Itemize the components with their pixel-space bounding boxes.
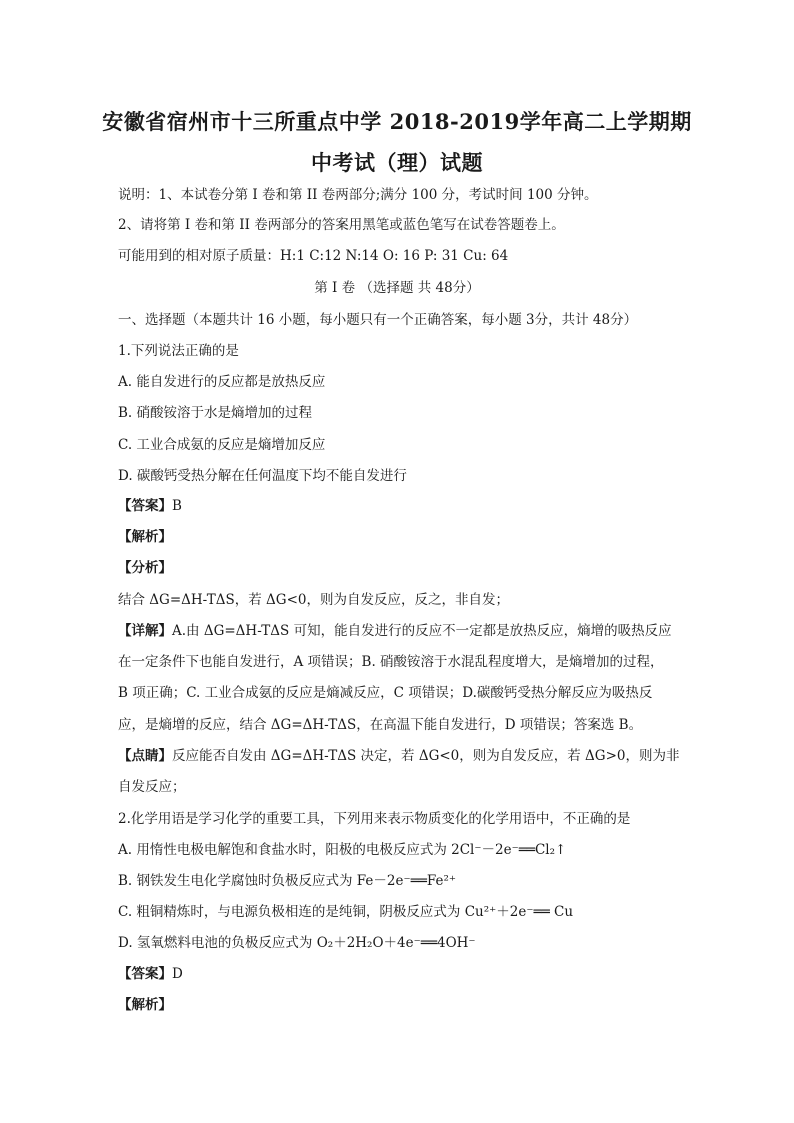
answer-value: D xyxy=(172,966,183,982)
q1-detail-line2: 在一定条件下也能自发进行，A 项错误；B. 硝酸铵溶于水混乱程度增大，是熵增加的过程， xyxy=(118,654,664,670)
q2-option-d: D. 氢氧燃料电池的负极反应式为 O₂＋2H₂O＋4e⁻══4OH⁻ xyxy=(118,935,476,951)
answer-label: 【答案】 xyxy=(118,498,172,514)
q1-analysis-label: 【解析】 xyxy=(118,529,172,545)
q1-option-d: D. 碳酸钙受热分解在任何温度下均不能自发进行 xyxy=(118,468,407,484)
q1-fenxi-label: 【分析】 xyxy=(118,560,172,576)
note-1: 说明：1、本试卷分第 I 卷和第 II 卷两部分;满分 100 分，考试时间 100 分钟。 xyxy=(118,187,598,203)
q1-option-a: A. 能自发进行的反应都是放热反应 xyxy=(118,374,326,390)
detail-text: A.由 ΔG=ΔH-TΔS 可知，能自发进行的反应不一定都是放热反应，熵增的吸热反应 xyxy=(172,623,672,639)
atomic-mass-line: 可能用到的相对原子质量：H:1 C:12 N:14 O: 16 P: 31 Cu: 64 xyxy=(118,248,509,264)
q2-option-c: C. 粗铜精炼时，与电源负极相连的是纯铜，阴极反应式为 Cu²⁺＋2e⁻══ Cu xyxy=(118,904,574,920)
dianjing-label: 【点睛】 xyxy=(118,748,172,764)
exam-title-line1: 安徽省宿州市十三所重点中学 2018-2019学年高二上学期期 xyxy=(102,109,692,134)
q2-stem: 2.化学用语是学习化学的重要工具，下列用来表示物质变化的化学用语中，不正确的是 xyxy=(118,811,631,827)
answer-label: 【答案】 xyxy=(118,966,172,982)
q1-stem: 1.下列说法正确的是 xyxy=(118,343,239,359)
q1-option-b: B. 硝酸铵溶于水是熵增加的过程 xyxy=(118,405,313,421)
q2-analysis-label: 【解析】 xyxy=(118,997,172,1013)
detail-label: 【详解】 xyxy=(118,623,172,639)
q2-option-b: B. 钢铁发生电化学腐蚀时负极反应式为 Fe－2e⁻══Fe²⁺ xyxy=(118,873,457,889)
q1-detail-line3: B 项正确；C. 工业合成氨的反应是熵减反应，C 项错误；D.碳酸钙受热分解反应为吸热反 xyxy=(118,685,653,701)
q1-dianjing-line1 xyxy=(118,747,678,765)
q1-detail-line1 xyxy=(118,622,678,640)
dianjing-text: 反应能否自发由 ΔG=ΔH-TΔS 决定，若 ΔG<0，则为自发反应，若 ΔG>0，则为非 xyxy=(172,748,680,764)
q1-dianjing-line2: 自发反应； xyxy=(118,779,186,795)
section-instructions: 一、选择题（本题共计 16 小题，每小题只有一个正确答案，每小题 3分，共计 48分） xyxy=(118,312,638,328)
answer-value: B xyxy=(172,498,182,514)
section-heading: 第 I 卷 （选择题 共 48分） xyxy=(314,280,480,296)
q1-answer xyxy=(118,497,678,515)
q2-option-a: A. 用惰性电极电解饱和食盐水时，阳极的电极反应式为 2Cl⁻－2e⁻══Cl₂↑ xyxy=(118,842,567,858)
q1-fenxi-text: 结合 ΔG=ΔH-TΔS，若 ΔG<0，则为自发反应，反之，非自发； xyxy=(118,592,509,608)
note-2: 2、请将第 I 卷和第 II 卷两部分的答案用黑笔或蓝色笔写在试卷答题卷上。 xyxy=(118,217,565,233)
q1-detail-line4: 应，是熵增的反应，结合 ΔG=ΔH-TΔS，在高温下能自发进行，D 项错误；答案选 B。 xyxy=(118,717,643,733)
exam-title-line2: 中考试（理）试题 xyxy=(311,150,483,175)
q2-answer xyxy=(118,965,678,983)
q1-option-c: C. 工业合成氨的反应是熵增加反应 xyxy=(118,437,326,453)
